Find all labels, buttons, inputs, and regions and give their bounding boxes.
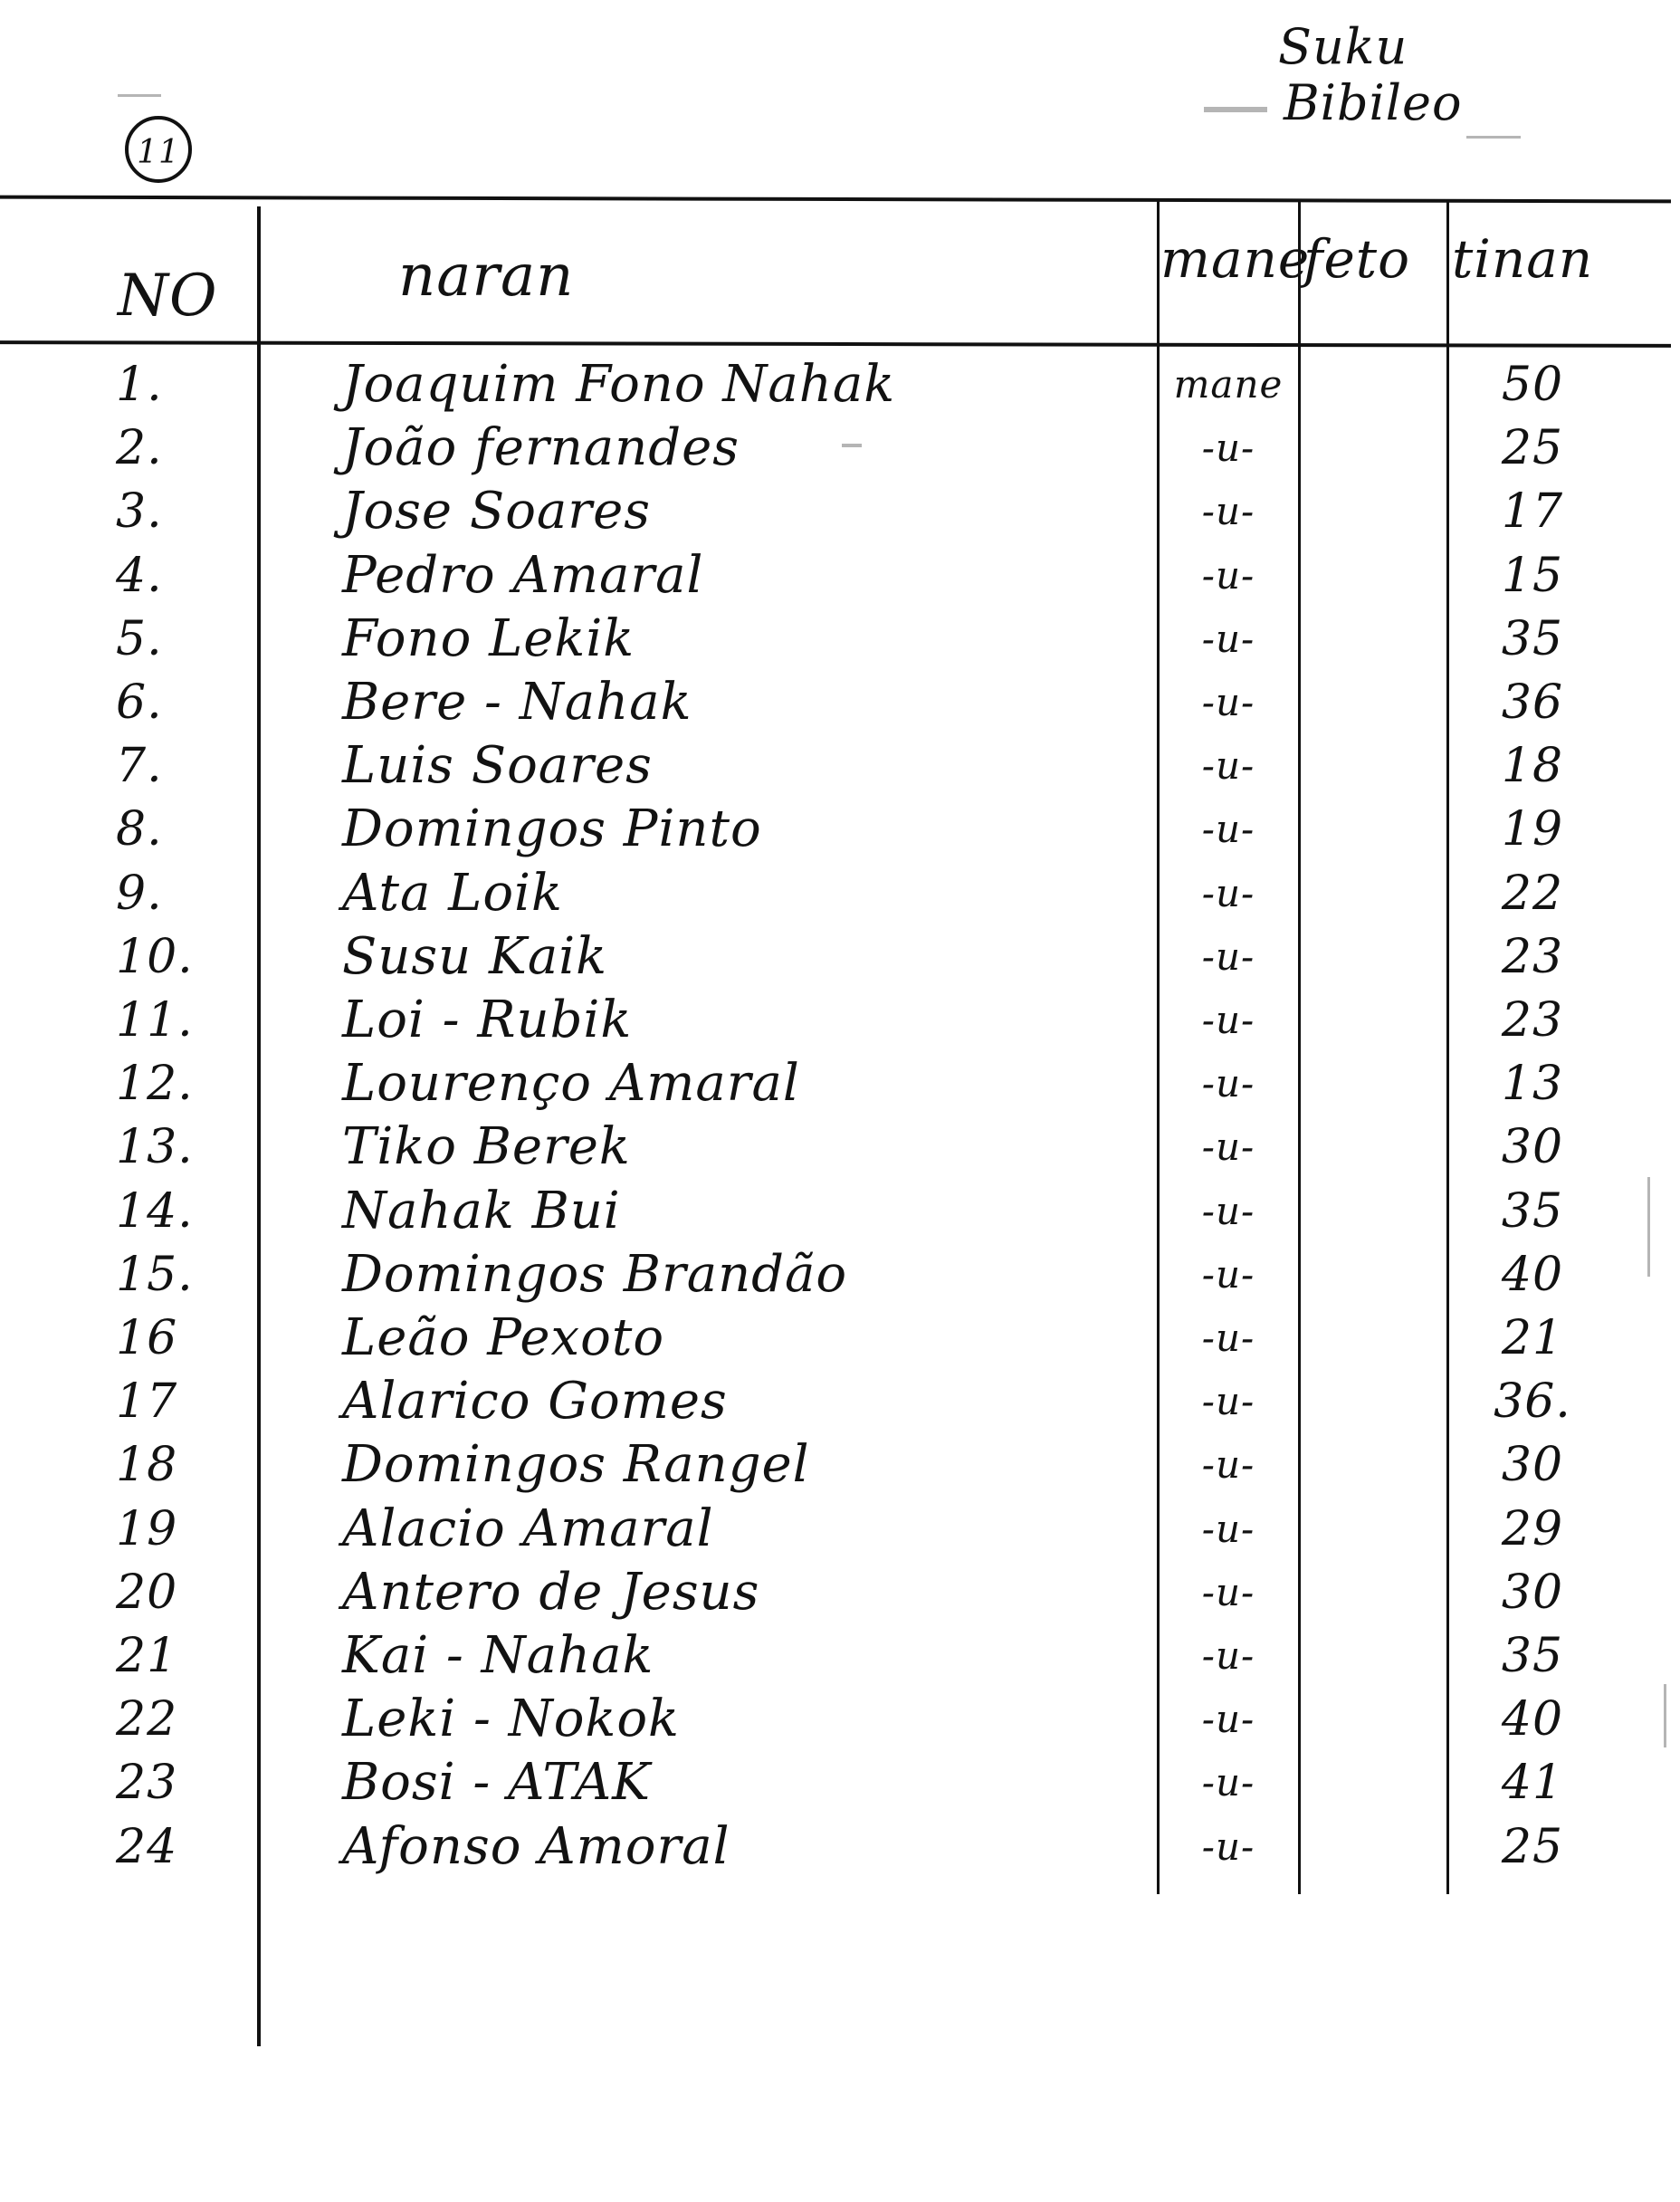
scan-speck [1647, 1177, 1650, 1277]
row-age: 18 [1501, 739, 1564, 793]
row-name: Tiko Berek [342, 1117, 631, 1176]
row-name: Loi - Rubik [342, 991, 633, 1049]
row-number: 7. [116, 739, 163, 793]
row-mane-mark: -u- [1201, 1061, 1255, 1106]
row-mane-mark: mane [1173, 362, 1284, 407]
column-header-naran: naran [398, 243, 575, 310]
row-number: 15. [116, 1248, 194, 1302]
row-mane-mark: -u- [1201, 998, 1255, 1042]
row-name: Pedro Amaral [342, 546, 704, 605]
row-name: Luis Soares [342, 736, 653, 795]
row-number: 1. [116, 358, 163, 412]
column-divider-name-mane [1157, 201, 1160, 1894]
row-mane-mark: -u- [1201, 617, 1255, 661]
row-name: Leki - Nokok [342, 1690, 680, 1748]
row-age: 41 [1501, 1756, 1564, 1810]
row-age: 22 [1501, 866, 1564, 921]
row-name: Joaquim Fono Nahak [342, 355, 896, 414]
row-age: 29 [1501, 1502, 1564, 1556]
row-mane-mark: -u- [1201, 1633, 1255, 1678]
row-age: 40 [1501, 1692, 1564, 1747]
scan-speck [1466, 136, 1521, 139]
row-age: 23 [1501, 930, 1564, 984]
row-mane-mark: -u- [1201, 743, 1255, 788]
row-number: 8. [116, 802, 163, 857]
scan-speck [1204, 107, 1267, 112]
row-age: 35 [1501, 1629, 1564, 1683]
row-number: 18 [116, 1438, 178, 1492]
row-name: Kai - Nahak [342, 1626, 654, 1685]
column-header-no: NO [118, 263, 218, 330]
suku-name: Bibileo [1284, 74, 1463, 131]
row-mane-mark: -u- [1201, 1316, 1255, 1360]
column-header-feto: feto [1303, 228, 1411, 290]
row-number: 14. [116, 1184, 194, 1239]
row-age: 50 [1501, 358, 1564, 412]
row-name: Alarico Gomes [342, 1372, 728, 1431]
row-age: 30 [1501, 1565, 1564, 1620]
row-number: 17 [116, 1374, 178, 1429]
row-name: Lourenço Amaral [342, 1054, 800, 1113]
row-number: 9. [116, 866, 163, 921]
row-mane-mark: -u- [1201, 489, 1255, 533]
row-mane-mark: -u- [1201, 1570, 1255, 1614]
row-name: Nahak Bui [342, 1182, 621, 1240]
row-number: 11. [116, 993, 194, 1048]
scan-speck [1664, 1684, 1666, 1747]
row-age: 40 [1501, 1248, 1564, 1302]
row-mane-mark: -u- [1201, 1697, 1255, 1741]
row-name: Domingos Rangel [342, 1435, 810, 1494]
row-mane-mark: -u- [1201, 1252, 1255, 1297]
row-mane-mark: -u- [1201, 1507, 1255, 1551]
row-mane-mark: -u- [1201, 1189, 1255, 1233]
scan-speck [118, 94, 161, 97]
row-number: 21 [116, 1629, 178, 1683]
row-name: Bosi - ATAK [342, 1753, 651, 1812]
row-name: Antero de Jesus [342, 1563, 760, 1622]
row-mane-mark: -u- [1201, 807, 1255, 851]
row-age: 23 [1501, 993, 1564, 1048]
row-name: Ata Loik [342, 864, 563, 923]
column-header-mane: mane [1160, 228, 1311, 290]
row-age: 13 [1501, 1057, 1564, 1111]
row-age: 36. [1494, 1374, 1571, 1429]
row-number: 22 [116, 1692, 178, 1747]
row-name: Afonso Amoral [342, 1817, 730, 1876]
row-number: 10. [116, 930, 194, 984]
row-mane-mark: -u- [1201, 1442, 1255, 1487]
row-mane-mark: -u- [1201, 1760, 1255, 1805]
row-mane-mark: -u- [1201, 553, 1255, 598]
row-number: 23 [116, 1756, 178, 1810]
row-age: 35 [1501, 612, 1564, 666]
row-name: Leão Pexoto [342, 1308, 665, 1367]
row-name: Domingos Pinto [342, 799, 762, 858]
row-name: Susu Kaik [342, 927, 608, 986]
row-age: 35 [1501, 1184, 1564, 1239]
row-name: Domingos Brandão [342, 1245, 848, 1304]
row-number: 16 [116, 1311, 178, 1365]
suku-label: Suku [1278, 18, 1408, 75]
row-age: 25 [1501, 1820, 1564, 1874]
row-number: 5. [116, 612, 163, 666]
row-age: 15 [1501, 549, 1564, 603]
row-name: João fernandes [342, 418, 740, 477]
row-mane-mark: -u- [1201, 1379, 1255, 1423]
row-age: 30 [1501, 1438, 1564, 1492]
column-header-tinan: tinan [1452, 228, 1594, 290]
row-number: 2. [116, 421, 163, 475]
row-age: 30 [1501, 1120, 1564, 1174]
row-age: 36 [1501, 675, 1564, 730]
row-mane-mark: -u- [1201, 680, 1255, 724]
row-number: 19 [116, 1502, 178, 1556]
row-name: Bere - Nahak [342, 673, 692, 732]
row-age: 17 [1501, 484, 1564, 539]
row-number: 13. [116, 1120, 194, 1174]
row-number: 6. [116, 675, 163, 730]
row-age: 21 [1501, 1311, 1564, 1365]
row-mane-mark: -u- [1201, 426, 1255, 470]
row-number: 24 [116, 1820, 178, 1874]
column-divider-no-name [257, 206, 261, 2046]
column-divider-feto-tinan [1446, 201, 1449, 1894]
page-number: 11 [125, 116, 192, 183]
row-number: 12. [116, 1057, 194, 1111]
row-number: 3. [116, 484, 163, 539]
row-mane-mark: -u- [1201, 934, 1255, 979]
row-age: 19 [1501, 802, 1564, 857]
scan-speck [842, 444, 862, 447]
header-bottom-rule [0, 340, 1671, 348]
row-mane-mark: -u- [1201, 1824, 1255, 1869]
row-age: 25 [1501, 421, 1564, 475]
row-number: 4. [116, 549, 163, 603]
column-divider-mane-feto [1298, 201, 1301, 1894]
table-top-rule [0, 196, 1671, 204]
row-name: Alacio Amaral [342, 1499, 714, 1558]
row-mane-mark: -u- [1201, 1125, 1255, 1169]
suku-heading [1278, 18, 1532, 131]
row-name: Fono Lekik [342, 609, 635, 668]
row-number: 20 [116, 1565, 178, 1620]
row-mane-mark: -u- [1201, 871, 1255, 915]
row-name: Jose Soares [342, 482, 651, 541]
